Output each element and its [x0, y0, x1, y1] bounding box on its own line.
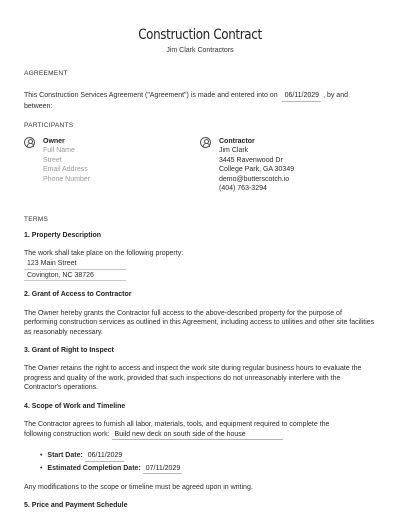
owner-email-field[interactable]: Email Address [43, 166, 88, 174]
owner-phone-field[interactable]: Phone Number [43, 175, 91, 183]
agreement-text-before: This Construction Services Agreement ("Agreement") is made and entered into on [24, 92, 278, 100]
document-subtitle: Jim Clark Contractors [166, 46, 234, 54]
agreement-paragraph [24, 91, 376, 111]
section-2-heading: 2. Grant of Access to Contractor [24, 291, 132, 299]
section-5-heading: 5. Price and Payment Schedule [24, 502, 128, 510]
section-2-text: The Owner hereby grants the Contractor full access to the above-described property for the purpose of performing construction services as outlined in this Agreement, including access to utilities and other site facilities as reasonably necessary. [24, 309, 375, 336]
participants-section [24, 137, 376, 194]
completion-date-label: Estimated Completion Date: [47, 464, 141, 472]
document-title: Construction Contract [138, 27, 262, 43]
completion-date-field[interactable]: 07/11/2029 [143, 464, 183, 474]
section-4-text-line2: following construction work: [24, 430, 110, 438]
contractor-block [200, 137, 376, 194]
section-3-text: The Owner retains the right to access and inspect the work site during regular business hours to evaluate the progress and quality of the work, provided that such inspections do not unreasonably interfere with the Contractor's operations. [24, 365, 362, 392]
participants-label: PARTICIPANTS [24, 122, 74, 130]
start-date-label: Start Date: [47, 452, 83, 460]
agreement-date-field[interactable]: 06/11/2029 [282, 91, 322, 101]
owner-title: Owner [43, 137, 65, 145]
scope-of-work-field[interactable]: Build new deck on south side of the house [112, 430, 283, 440]
contractor-name: Jim Clark [219, 147, 249, 155]
section-1-text: The work shall take place on the following property: [24, 249, 184, 257]
property-address-line1-field[interactable]: 123 Main Street [24, 259, 126, 269]
agreement-text-after: , by and between: [24, 92, 348, 110]
start-date-field[interactable]: 06/11/2029 [85, 451, 125, 461]
timeline-list [24, 451, 376, 474]
contractor-person-icon [200, 137, 211, 148]
section-1-heading: 1. Property Description [24, 231, 102, 239]
property-address-line2-field[interactable]: Covington, NC 38726 [24, 271, 126, 281]
modifications-text: Any modifications to the scope or timeline must be agreed upon in writing. [24, 483, 253, 491]
contractor-city: College Park, GA 30349 [219, 166, 295, 174]
section-4-heading: 4. Scope of Work and Timeline [24, 402, 126, 410]
contractor-email: demo@butterscotch.io [219, 175, 290, 183]
section-4-text-line1: The Contractor agrees to furnish all labor, materials, tools, and equipment required to complete the [24, 421, 330, 429]
agreement-label: AGREEMENT [24, 70, 68, 78]
contractor-phone: (404) 763-3294 [219, 185, 267, 193]
terms-label: TERMS [24, 215, 49, 223]
contractor-street: 3445 Ravenwood Dr [219, 156, 283, 164]
section-3-heading: 3. Grant of Right to Inspect [24, 347, 114, 354]
owner-block [24, 137, 200, 194]
contractor-title: Contractor [219, 137, 255, 145]
section-4-text [24, 420, 376, 440]
owner-person-icon [24, 137, 35, 148]
owner-full-name-field[interactable]: Full Name [43, 147, 75, 155]
completion-date-item [40, 464, 376, 474]
start-date-item [40, 451, 376, 461]
owner-street-field[interactable]: Street [43, 156, 62, 164]
